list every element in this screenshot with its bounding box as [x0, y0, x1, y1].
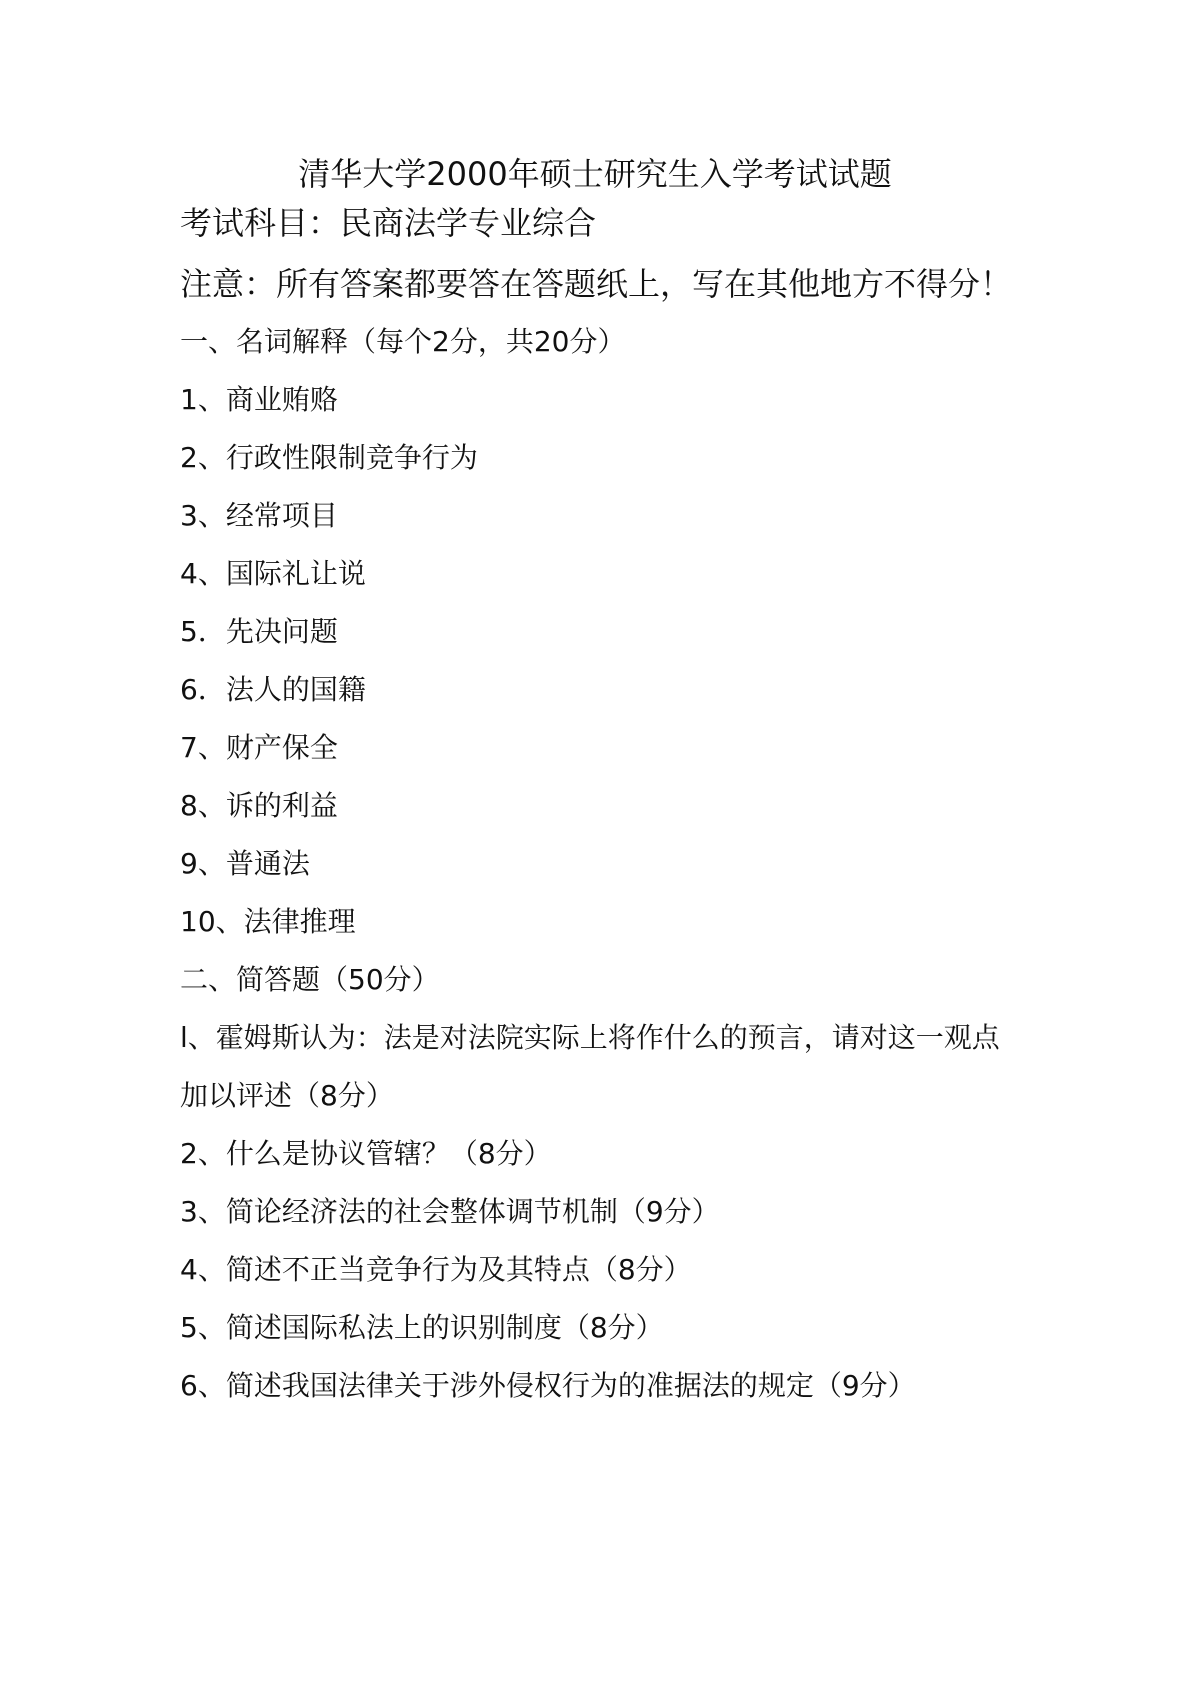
term-item: 8、诉的利益	[180, 789, 338, 822]
question-item-continued: 加以评述（8分）	[180, 1079, 394, 1112]
term-item: 6．法人的国籍	[180, 673, 366, 706]
term-item: 2、行政性限制竞争行为	[180, 441, 478, 474]
term-item: 4、国际礼让说	[180, 557, 366, 590]
question-item: 2、什么是协议管辖？（8分）	[180, 1137, 552, 1170]
exam-notice: 注意：所有答案都要答在答题纸上，写在其他地方不得分！	[180, 265, 1013, 303]
term-item: 10、法律推理	[180, 905, 356, 938]
term-item: 5．先决问题	[180, 615, 338, 648]
section-heading-short-answer: 二、简答题（50分）	[180, 963, 440, 996]
question-item: l、霍姆斯认为：法是对法院实际上将作什么的预言，请对这一观点	[180, 1021, 1000, 1054]
term-item: 1、商业贿赂	[180, 383, 338, 416]
term-item: 3、经常项目	[180, 499, 338, 532]
question-item: 6、简述我国法律关于涉外侵权行为的准据法的规定（9分）	[180, 1369, 916, 1402]
term-item: 9、普通法	[180, 847, 310, 880]
question-item: 5、简述国际私法上的识别制度（8分）	[180, 1311, 664, 1344]
section-heading-terms: 一、名词解释（每个2分，共20分）	[180, 325, 626, 358]
question-item: 4、简述不正当竞争行为及其特点（8分）	[180, 1253, 692, 1286]
term-item: 7、财产保全	[180, 731, 338, 764]
question-item: 3、简论经济法的社会整体调节机制（9分）	[180, 1195, 720, 1228]
exam-subject: 考试科目：民商法学专业综合	[180, 204, 597, 242]
page-title: 清华大学2000年硕士研究生入学考试试题	[298, 155, 892, 193]
